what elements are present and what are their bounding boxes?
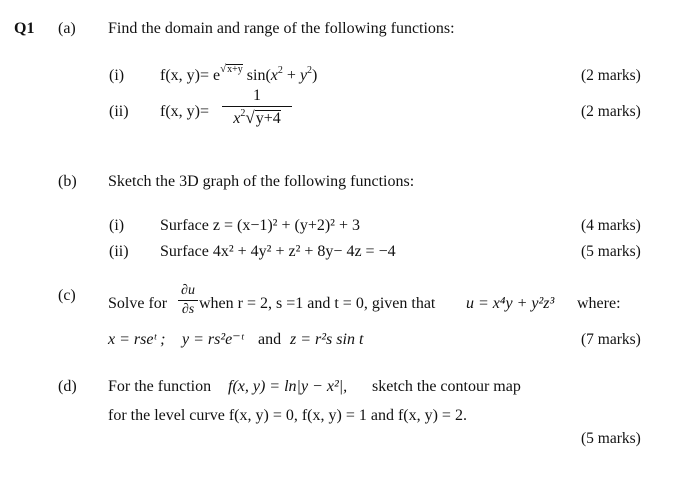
part-a-item-1-formula xyxy=(160,63,318,84)
partial-denominator: ∂s xyxy=(181,302,195,317)
part-d-line1-end: sketch the contour map xyxy=(372,378,521,395)
partial-numerator: ∂u xyxy=(181,283,195,298)
fraction-numerator: 1 xyxy=(253,87,261,104)
sup-2: 2 xyxy=(277,65,283,76)
part-b-item-1-marks: (4 marks) xyxy=(581,217,641,234)
formula-lhs: f(x, y)= e xyxy=(160,67,221,84)
part-c-solve-for: Solve for xyxy=(108,295,168,312)
part-a-item-1-label: (i) xyxy=(109,67,125,84)
part-c-equation-u: u = x⁴y + y²z³ xyxy=(466,295,555,312)
part-d-label: (d) xyxy=(58,378,77,395)
part-b-item-2-marks: (5 marks) xyxy=(581,243,641,260)
part-b-prompt: Sketch the 3D graph of the following functions: xyxy=(108,173,415,190)
part-d-line2: for the level curve f(x, y) = 0, f(x, y) = 1 and f(x, y) = 2. xyxy=(108,407,467,424)
sin-text: sin( xyxy=(246,67,271,84)
plus: + xyxy=(282,67,300,84)
part-c-condition: when r = 2, s =1 and t = 0, given that xyxy=(199,295,436,312)
part-c-label: (c) xyxy=(58,287,76,304)
close-paren: ) xyxy=(312,67,318,84)
part-a-item-1-marks: (2 marks) xyxy=(581,67,641,84)
part-d-function: f(x, y) = ln|y − x²|, xyxy=(228,378,348,395)
sup-2: 2 xyxy=(307,65,313,76)
part-c-equation-z: z = r²s sin t xyxy=(290,331,364,348)
part-b-item-2-label: (ii) xyxy=(109,243,129,260)
part-a-item-2-marks: (2 marks) xyxy=(581,103,641,120)
part-a-item-2-label: (ii) xyxy=(109,103,129,120)
part-c-and: and xyxy=(258,331,282,348)
fraction-denominator: $x^2√y+4$ xyxy=(233,108,281,127)
var-x: x xyxy=(270,67,278,84)
part-c-where: where: xyxy=(577,295,621,312)
part-b-label: (b) xyxy=(58,173,77,190)
part-c-equation-y: y = rs²e⁻ᵗ xyxy=(182,331,244,348)
var-y: y xyxy=(299,67,308,84)
part-a-prompt: Find the domain and range of the following functions: xyxy=(108,20,455,37)
part-a-label: (a) xyxy=(58,20,76,37)
part-d-line1-start: For the function xyxy=(108,378,212,395)
part-a-item-2-fraction xyxy=(222,88,292,127)
part-c-partial-fraction xyxy=(178,284,198,317)
part-b-item-1-formula: Surface z = (x−1)² + (y+2)² + 3 xyxy=(160,217,360,234)
part-c-equation-x: x = rseᵗ ; xyxy=(108,331,166,348)
question-number: Q1 xyxy=(14,20,35,37)
part-a-item-2-lhs: f(x, y)= xyxy=(160,103,210,120)
fraction-bar xyxy=(222,106,292,107)
part-c-marks: (7 marks) xyxy=(581,331,641,348)
partial-bar xyxy=(178,300,198,301)
part-b-item-1-label: (i) xyxy=(109,217,125,234)
exponent-sqrt: √x+y xyxy=(220,63,243,75)
part-b-item-2-formula: Surface 4x² + 4y² + z² + 8y− 4z = −4 xyxy=(160,243,396,260)
part-d-marks: (5 marks) xyxy=(581,430,641,447)
